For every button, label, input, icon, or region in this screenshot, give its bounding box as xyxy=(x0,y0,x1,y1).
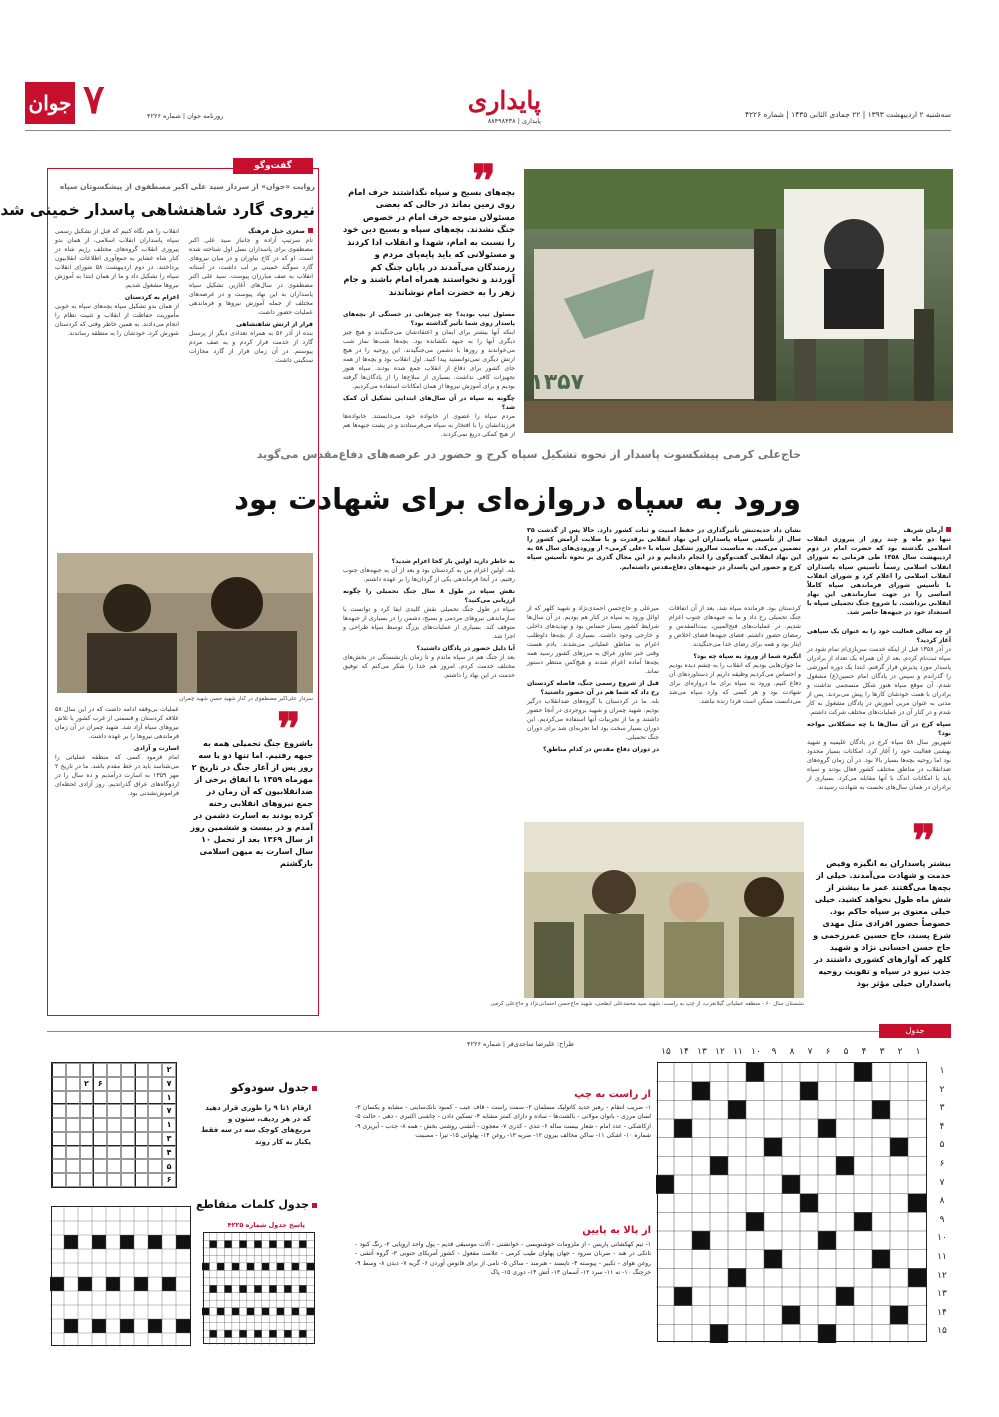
answer-text: ما جوان‌هایی بودیم که انقلاب را به چشم دیده بودیم و احساس می‌کردیم وظیفه داریم از دستاوردهای آن دفاع کنیم. ورود به سپاه برای ما دروازه‌ای برای شهادت بود و هر کسی که وارد سپاه می‌شد می‌دانست ممکن است فردا زنده نباشد. xyxy=(669,661,801,705)
quote-mark-icon: ❞ xyxy=(912,816,936,867)
answer-text: میرعلی و حاج‌حسن احمدی‌نژاد و شهید کلهر که از اوائل ورود به سپاه در کنار هم بودیم. در آن سال‌ها شرایط کشور بسیار حساس بود و تهدیدهای داخلی و خارجی وجود داشت. بسیاری از بچه‌ها داوطلب اعزام به مناطق عملیاتی می‌شدند. یادم هست وقتی خبر تجاوز عراق به مرزهای کشور رسید همه بچه‌ها آماده اعزام شدند و هیچ‌کس منتظر دستور نماند. xyxy=(527,605,659,675)
pull-quote-top: بچه‌های بسیج و سپاه نگذاشتند حرف امام روی زمین بماند در حالی که بعضی مسئولان متوجه حرف امام در خصوص جنگ نشدند. بچه‌های سپاه و بسیج دین خود را نسبت به امام، شهدا و انقلاب ادا کردند و مسئولانی که باید پایه‌پای مردم و رزمندگان می‌آمدند در پایان جنگ کم آوردند و نخواستند همراه امام باشند و جام زهر را به حضرت امام نوشاندند xyxy=(342,187,515,297)
sudoku-cell[interactable] xyxy=(66,1173,80,1187)
sudoku-cell[interactable]: ۱ xyxy=(162,1091,176,1105)
crossword-col-number: ۳ xyxy=(879,1047,885,1057)
question-text: نقش سپاه در طول ۸ سال جنگ تحمیلی را چگونه ارزیابی می‌کنید؟ xyxy=(343,587,515,604)
grid-black-cell xyxy=(217,1308,224,1315)
kalamat-title xyxy=(196,1197,317,1213)
grid-black-cell xyxy=(299,1240,306,1247)
sudoku-cell[interactable] xyxy=(121,1063,135,1077)
question-text: چگونه به سپاه در آن سال‌های ابتدایی تشکیل آن کمک شد؟ xyxy=(343,394,515,411)
sudoku-cell[interactable] xyxy=(80,1091,94,1105)
crossword-black-cell xyxy=(674,1119,692,1138)
sudoku-cell[interactable] xyxy=(52,1104,66,1118)
crossword-black-cell xyxy=(818,1119,836,1138)
grid-black-cell xyxy=(239,1285,246,1292)
grid-black-cell xyxy=(162,1277,176,1291)
sudoku-cell[interactable] xyxy=(135,1077,149,1091)
sudoku-cell[interactable]: ۴ xyxy=(162,1146,176,1160)
sidebar-author: صغری خیل فرهنگ xyxy=(248,228,305,235)
sudoku-cell[interactable] xyxy=(121,1146,135,1160)
grid-black-cell xyxy=(120,1319,134,1333)
crossword-grid[interactable] xyxy=(657,1062,927,1342)
sudoku-cell[interactable] xyxy=(107,1159,121,1173)
answer-text: بله. ما در کردستان با گروه‌های ضدانقلاب درگیر بودیم. شهید چمران و شهید بروجردی در آنجا حضور داشتند و ما از تجربیات آنها استفاده می‌کردیم. این دوران بسیار سخت بود اما تجربه‌ای شد برای دوران جنگ تحمیلی. xyxy=(527,697,659,741)
sudoku-cell[interactable]: ۶ xyxy=(93,1077,107,1091)
quote-mark-icon: ❞ xyxy=(277,704,301,755)
grid-black-cell xyxy=(232,1263,239,1270)
sidebar-subhead: اعزام به کردستان xyxy=(124,293,179,301)
page-number: ۷ xyxy=(83,76,105,123)
crossword-col-number: ۱۰ xyxy=(751,1047,761,1057)
crossword-row-number: ۸ xyxy=(939,1196,945,1207)
sudoku-cell[interactable] xyxy=(107,1063,121,1077)
article-column-2 xyxy=(669,605,801,707)
sudoku-cell[interactable] xyxy=(52,1118,66,1132)
answer-text: اول انقلاب بود و بچه‌ها از همه جای کشور برای دفاع از انقلاب جمع شده بودند. سپاه هنوز تجهیزات کافی نداشت. بسیاری از سلاح‌ها را از پادگان‌ها گرفته بودیم و برای آموزش نیروها از همان امکانات استفاده می‌کردیم. xyxy=(343,355,515,390)
crossword-black-cell xyxy=(692,1231,710,1250)
author-intro: تنها دو ماه و چند روز از پیروزی انقلاب اسلامی نگذشته بود که حضرت امام در دوم اردیبهشت سال ۱۳۵۸ طی فرمانی به شورای انقلاب اسلامی رسماً تأسیس سپاه پاسداران انقلاب اسلامی را اعلام کرد و شورای انقلاب با تأسیس شورای فرماندهی سپاه کاملاً اساسی را در جهت سازماندهی این نهاد انقلابی برداشت. با شروع جنگ تحمیلی سپاه با استعداد خود در جبهه‌ها حاضر شد. xyxy=(807,536,951,617)
sudoku-cell[interactable] xyxy=(121,1159,135,1173)
sudoku-cell[interactable] xyxy=(135,1118,149,1132)
sudoku-instructions: ارقام ۱تا ۹ را طوری قرار دهید که در هر ردیف، ستون و مربع‌های کوچک سه در سه فقط یکبار به کار روند xyxy=(201,1104,311,1146)
crossword-row-number: ۲ xyxy=(939,1084,945,1095)
crossword-col-number: ۱۲ xyxy=(715,1047,725,1057)
sidebar-column-left-bottom xyxy=(55,706,179,799)
sudoku-cell[interactable] xyxy=(66,1146,80,1160)
sidebar-column-left xyxy=(55,228,179,339)
crossword-black-cell xyxy=(746,1063,764,1082)
page-header xyxy=(7,76,999,130)
crossword-row-number: ۹ xyxy=(939,1214,945,1225)
crossword-black-cell xyxy=(872,1250,890,1269)
sudoku-cell[interactable] xyxy=(135,1159,149,1173)
sudoku-cell[interactable] xyxy=(66,1077,80,1091)
section-logo xyxy=(461,88,541,124)
sudoku-cell[interactable] xyxy=(66,1159,80,1173)
crossword-black-cell xyxy=(782,1306,800,1325)
answer-text: کردستان بود. فرمانده سپاه شد. بعد از آن اتفاقات جنگ تحمیلی رخ داد و ما به جبهه‌های جنوب اعزام شدیم. در عملیات‌های فتح‌المبین، بیت‌المقدس و رمضان حضور داشتم. فضای جبهه‌ها فضای اخلاص و ایثار بود و همه برای رضای خدا می‌جنگیدند. xyxy=(669,605,801,648)
kalamat-grid[interactable] xyxy=(51,1206,191,1346)
crossword-col-number: ۱ xyxy=(915,1047,921,1057)
article-column-center-top xyxy=(343,308,515,440)
sudoku-cell[interactable] xyxy=(135,1132,149,1146)
sudoku-cell[interactable] xyxy=(121,1077,135,1091)
sudoku-grid[interactable] xyxy=(51,1062,177,1188)
sudoku-cell[interactable] xyxy=(148,1063,162,1077)
article-supertitle: حاج‌علی کرمی پیشکسوت پاسدار از نحوه تشکیل سپاه کرج و حضور در عرصه‌های دفاع‌مقدس می‌گوید xyxy=(256,448,801,461)
question-text: انگیزه شما از ورود به سپاه چه بود؟ xyxy=(693,652,801,660)
sudoku-cell[interactable] xyxy=(80,1132,94,1146)
sudoku-cell[interactable] xyxy=(93,1091,107,1105)
sidebar-subhead: اسارت و آزادی xyxy=(133,744,179,752)
crossword-col-number: ۷ xyxy=(807,1047,813,1057)
sudoku-cell[interactable] xyxy=(80,1118,94,1132)
article-column-1 xyxy=(807,625,951,793)
sudoku-cell[interactable] xyxy=(66,1118,80,1132)
section-logo-sub: پایداری | ۸۸۴۹۸۴۳۸ xyxy=(487,117,541,125)
crossword-grid-drawing xyxy=(656,1063,926,1343)
crossword-black-cell xyxy=(872,1100,890,1119)
sudoku-cell[interactable] xyxy=(52,1063,66,1077)
crossword-row-number: ۱ xyxy=(939,1066,945,1076)
sidebar-text: نام سرتیپ آزاده و جانباز سید علی اکبر مصطفوی برای پاسداران نسل اول شناخته شده است. او که در کاخ نیاوران و در میان نیروهای گارد سوگند خمینی بر لب داشت، در آستانه انقلاب به صف مبارزان پیوست. سید علی اکبر مصطفوی در سال‌های آغازین تشکیل سپاه پاسداران به این نهاد پیوست و در عرصه‌های مختلف از جمله آموزش نیروها و فرماندهی عملیات حضور داشت. xyxy=(189,236,313,316)
crossword-black-cell xyxy=(818,1231,836,1250)
grid-black-cell xyxy=(254,1330,261,1337)
sudoku-cell[interactable]: ۲ xyxy=(80,1077,94,1091)
grid-black-cell xyxy=(239,1330,246,1337)
sidebar-photo xyxy=(57,553,313,693)
main-photo-top xyxy=(524,169,953,433)
sudoku-cell[interactable] xyxy=(135,1104,149,1118)
sudoku-cell[interactable] xyxy=(148,1159,162,1173)
answer-text: اینکه آنها بیشتر برای ایمان و اعتقادشان می‌جنگیدند و هیچ چیز دیگری آنها را به جبهه نکشانده بود. بچه‌ها شب‌ها نماز شب می‌خواندند و روزها با دشمن می‌جنگیدند. این روحیه را در هیچ ارتش دیگری نمی‌توانستید پیدا کنید. xyxy=(343,328,515,363)
crossword-row-number: ۵ xyxy=(939,1140,945,1151)
grid-black-cell xyxy=(284,1330,291,1337)
question-text: قبل از شروع رسمی جنگ، فاصله کردستان رخ داد که شما هم در آن حضور داشتید؟ xyxy=(527,679,659,696)
sidebar-text: امام فرمود کسی که منطقه عملیاتی را می‌شناسد باید در خط مقدم باشد. ما در تاریخ ۲ مهر ۱۳۵۹ به اسارت درآمدیم و ده سال را در اردوگاه‌های عراق گذراندیم. روز آزادی لحظه‌ای فراموش‌نشدنی بود. xyxy=(55,753,179,797)
sudoku-cell[interactable] xyxy=(148,1091,162,1105)
sudoku-bullet-icon xyxy=(312,1086,317,1091)
grid-black-cell xyxy=(224,1285,231,1292)
previous-answer-grid xyxy=(203,1232,315,1344)
sudoku-cell[interactable] xyxy=(135,1063,149,1077)
sudoku-cell[interactable] xyxy=(52,1173,66,1187)
grid-black-cell xyxy=(148,1235,162,1249)
sidebar-photo-caption: سردار علی‌اکبر مصطفوی در کنار شهید حسن شهید چمران xyxy=(179,696,313,702)
crossword-black-cell xyxy=(710,1156,728,1175)
sudoku-cell[interactable]: ۲ xyxy=(162,1063,176,1077)
grid-black-cell xyxy=(292,1263,299,1270)
question-text: مسئول تیپ بودید؟ چه چیزهایی در خستگی از بچه‌های پاسدار روی شما تأثیر گذاشته بود؟ xyxy=(343,311,515,327)
sudoku-cell[interactable] xyxy=(135,1146,149,1160)
crossword-black-cell xyxy=(908,1268,926,1287)
grid-black-cell xyxy=(148,1319,162,1333)
sudoku-cell[interactable]: ۷ xyxy=(162,1104,176,1118)
grid-black-cell xyxy=(176,1319,190,1333)
crossword-col-number: ۱۵ xyxy=(661,1047,671,1057)
sudoku-cell[interactable] xyxy=(80,1104,94,1118)
sudoku-cell[interactable] xyxy=(135,1091,149,1105)
grid-black-cell xyxy=(299,1330,306,1337)
sudoku-cell[interactable] xyxy=(121,1173,135,1187)
crossword-black-cell xyxy=(800,1194,818,1213)
sudoku-cell[interactable] xyxy=(107,1132,121,1146)
grid-black-cell xyxy=(120,1235,134,1249)
article-lead xyxy=(527,526,801,572)
sudoku-cell[interactable] xyxy=(148,1146,162,1160)
author-bullet-icon xyxy=(946,527,951,532)
grid-black-cell xyxy=(64,1235,78,1249)
crossword-black-cell xyxy=(836,1287,854,1306)
sudoku-cell[interactable] xyxy=(52,1091,66,1105)
answer-text: شهریور سال ۵۸ سپاه کرج در پادگان علیمیه و شهید بهشتی فعالیت خود را آغاز کرد. امکانات بسیار محدود بود اما روحیه بچه‌ها بسیار بالا بود. در آن زمان گروه‌های ضدانقلاب در مناطق مختلف کشور فعال بودند و سپاه باید با امکانات اندک با آنها مقابله می‌کرد. بسیاری از برادران در همان سال‌های نخست به شهادت رسیدند. xyxy=(807,738,952,791)
sudoku-cell[interactable] xyxy=(66,1091,80,1105)
grid-black-cell xyxy=(224,1240,231,1247)
crossword-black-cell xyxy=(764,1250,782,1269)
grid-black-cell xyxy=(254,1285,261,1292)
main-photo-top-image xyxy=(524,169,953,433)
svg-text:۱۳۵۷: ۱۳۵۷ xyxy=(530,370,584,395)
grid-black-cell xyxy=(284,1285,291,1292)
crossword-row-number: ۶ xyxy=(939,1159,945,1169)
crossword-black-cell xyxy=(782,1175,800,1194)
grid-black-cell xyxy=(307,1308,314,1315)
crossword-col-number: ۴ xyxy=(861,1047,867,1057)
grid-black-cell xyxy=(277,1263,284,1270)
grid-black-cell xyxy=(202,1308,209,1315)
question-text: از چه سالی فعالیت خود را به عنوان یک سپاهی آغاز کردید؟ xyxy=(807,628,951,644)
crossword-row-number: ۳ xyxy=(939,1103,945,1114)
grid-black-cell xyxy=(247,1263,254,1270)
sudoku-cell[interactable] xyxy=(107,1173,121,1187)
question-text: سپاه کرج در آن سال‌ها با چه مشکلاتی مواجه بود؟ xyxy=(807,720,951,737)
sudoku-title-text: جدول سودوکو xyxy=(231,1081,309,1094)
grid-black-cell xyxy=(254,1240,261,1247)
grid-black-cell xyxy=(239,1240,246,1247)
quote-mark-icon: ❞ xyxy=(472,156,496,207)
sudoku-cell[interactable] xyxy=(148,1118,162,1132)
lead-text: نشان داد جدیه‌تنش تأثیرگذاری در حفظ امنیت و ثبات کشور دارد. حالا پس از گذشت ۳۵ سال از تأسیس سپاه پاسداران این نهاد انقلابی برقدرت و با صلابت آرامش کشور را تضمین می‌کند. به مناسبت سالروز تشکیل سپاه با «علی کرمی» از ورودی‌های سال ۵۸ به این نهاد انقلابی گفت‌وگوی را انجام داده‌ایم و در این مجال گذری بر نحوه تأسیس سپاه کرج و حضور این پاسدار در جبهه‌های دفاع‌مقدس داشته‌ایم. xyxy=(527,527,801,571)
grid-black-cell xyxy=(50,1277,64,1291)
grid-black-cell xyxy=(269,1240,276,1247)
down-clues: ۱- تیم کهکشانی پاریس - از ملزومات خوشنویسی - خوانشنی - آلات موسیقی قدیم - پول واحد اروپایی ۲- رنگ کبود - تانکی در هند - ضربان سرود - جهان پهلوان طیب کرمی - علامت مفعول - کشور آمریکای جنوبی ۳- گروه آتشی - روغن هوای - تکبیر - پیوسته ۴- ناپسند - هنرمند - ساکن ۵- نامی از برای فانوس آوردن ۶- گریه ۷- دیدن ۸- وسط ۹- خرچنگ ۱۰- نه ۱۱- سرد ۱۲- آسمان ۱۳- آتش ۱۴- دوری ۱۵- پاک xyxy=(355,1241,651,1277)
sudoku-cell[interactable] xyxy=(93,1104,107,1118)
sidebar-tag: گفت‌وگو xyxy=(233,158,313,174)
crossword-black-cell xyxy=(854,1212,872,1231)
crossword-col-number: ۲ xyxy=(897,1047,903,1057)
crossword-black-cell xyxy=(692,1082,710,1101)
crossword-col-number: ۶ xyxy=(825,1047,831,1057)
issue-date: سه‌شنبه ۲ اردیبهشت ۱۳۹۳ | ۲۲ جمادی الثانی ۱۴۳۵ | شماره ۴۲۲۶ xyxy=(744,110,951,119)
sudoku-cell[interactable] xyxy=(148,1104,162,1118)
main-photo-bottom-image xyxy=(524,822,804,998)
grid-black-cell xyxy=(202,1263,209,1270)
article-column-4 xyxy=(343,555,515,681)
crossword-black-cell xyxy=(710,1324,728,1343)
crossword-row-number: ۷ xyxy=(939,1177,945,1188)
crossword-black-cell xyxy=(890,1138,908,1157)
sudoku-cell[interactable] xyxy=(93,1063,107,1077)
sudoku-cell[interactable] xyxy=(121,1104,135,1118)
answer-text: بعد از جنگ هم در سپاه ماندم و تا زمان بازنشستگی در بخش‌های مختلف خدمت کردم. امروز هم خدا را شکر می‌کنم که توفیق خدمت در این نهاد را داشتم. xyxy=(343,653,515,679)
sidebar-photo-image xyxy=(57,553,313,693)
sidebar-text: انقلاب را هم نگاه کنیم که قبل از تشکیل رسمی سپاه پاسداران انقلاب اسلامی، از همان بدو پیروزی انقلاب گروه‌های مختلف رژیم شاه در کنار شاه عشایر به جمع‌آوری اطلاعات انقلابیون پرداختند. در دوم اردیبهشت ۵۸ شورای انقلاب سپاه را تشکیل داد و ما از همان ابتدا به آموزش نیروها مشغول شدیم. xyxy=(55,228,180,289)
sudoku-cell[interactable] xyxy=(121,1118,135,1132)
crossword-col-number: ۱۴ xyxy=(679,1047,689,1057)
grid-black-cell xyxy=(209,1240,216,1247)
crossword-row-number: ۱۱ xyxy=(937,1252,947,1262)
sudoku-cell[interactable] xyxy=(121,1091,135,1105)
crossword-row-number: ۱۰ xyxy=(937,1233,947,1244)
grid-black-cell xyxy=(209,1330,216,1337)
answer-text: بله. اولین اعزام من به کردستان بود و بعد از آن به جبهه‌های جنوب رفتیم. در آنجا فرماندهی یکی از گردان‌ها را بر عهده داشتم. xyxy=(343,566,515,583)
grid-black-cell xyxy=(284,1240,291,1247)
answer-text: مردم سپاه را عضوی از خانواده خود می‌دانستند. خانواده‌ها فرزندانشان را با افتخار به سپاه می‌فرستادند و در پشت جبهه‌ها هم از هیچ کمکی دریغ نمی‌کردند. xyxy=(343,412,515,438)
sudoku-cell[interactable] xyxy=(93,1173,107,1187)
grid-black-cell xyxy=(78,1277,92,1291)
grid-black-cell xyxy=(209,1285,216,1292)
answer-text: سپاه در طول جنگ تحمیلی نقش کلیدی ایفا کرد و توانست با سازماندهی نیروهای مردمی و بسیج، دشمن را در بسیاری از جبهه‌ها متوقف کند. بسیاری از عملیات‌های بزرگ توسط سپاه طراحی و اجرا شد. xyxy=(343,605,515,640)
crossword-section-label: جدول xyxy=(905,1026,925,1035)
sudoku-cell[interactable] xyxy=(52,1132,66,1146)
down-clues-title: از بالا به پایین xyxy=(582,1225,651,1236)
sudoku-cell[interactable]: ۶ xyxy=(162,1173,176,1187)
newspaper-logo: جوان xyxy=(25,82,75,124)
kalamat-bullet-icon xyxy=(312,1203,317,1208)
sudoku-cell[interactable]: ۷ xyxy=(162,1077,176,1091)
grid-black-cell xyxy=(247,1308,254,1315)
crossword-row-number: ۱۵ xyxy=(937,1326,947,1337)
previous-answer-drawing xyxy=(202,1233,314,1345)
sudoku-cell[interactable] xyxy=(66,1132,80,1146)
question-text: آیا دلیل حضور در پادگان داشتید؟ xyxy=(416,644,515,652)
sudoku-cell[interactable] xyxy=(107,1146,121,1160)
sidebar-subhead: قرار از ارتش شاهنشاهی xyxy=(236,320,313,328)
article-column-3 xyxy=(527,605,659,755)
question-text: به خاطر دارید اولین بار کجا اعزام شدید؟ xyxy=(391,558,515,565)
sudoku-cell[interactable] xyxy=(107,1091,121,1105)
crossword-black-cell xyxy=(674,1287,692,1306)
grid-black-cell xyxy=(92,1235,106,1249)
header-rule xyxy=(25,130,951,131)
sudoku-cell[interactable] xyxy=(80,1146,94,1160)
section-logo-word: پایداری xyxy=(467,86,541,115)
crossword-rule xyxy=(47,1031,951,1032)
crossword-col-number: ۵ xyxy=(843,1047,849,1057)
sidebar-text: از همان بدو تشکیل سپاه بچه‌های سپاه به خوبی مأموریت حفاظت از انقلاب و تثبیت نظام را انجام می‌دادند. به همین خاطر وقتی که کردستان شورش کرد، خودشان را به منطقه رساندند. xyxy=(55,302,179,337)
sudoku-cell[interactable] xyxy=(93,1118,107,1132)
sudoku-cell[interactable]: ۵ xyxy=(162,1159,176,1173)
grid-black-cell xyxy=(176,1235,190,1249)
sudoku-cell[interactable]: ۳ xyxy=(162,1132,176,1146)
sudoku-cell[interactable] xyxy=(93,1132,107,1146)
kalamat-grid-drawing xyxy=(50,1207,190,1347)
crossword-black-cell xyxy=(764,1138,782,1157)
sudoku-cell[interactable] xyxy=(80,1063,94,1077)
sudoku-cell[interactable] xyxy=(148,1173,162,1187)
grid-black-cell xyxy=(217,1263,224,1270)
sudoku-cell[interactable] xyxy=(107,1077,121,1091)
sudoku-cell[interactable] xyxy=(107,1104,121,1118)
crossword-black-cell xyxy=(800,1082,818,1101)
sudoku-cell[interactable] xyxy=(66,1063,80,1077)
article-title: ورود به سپاه دروازه‌ای برای شهادت بود xyxy=(234,482,801,516)
question-text: در دوران دفاع مقدس در کدام مناطق؟ xyxy=(542,745,659,753)
grid-black-cell xyxy=(262,1263,269,1270)
answer-text: در آذر ۱۳۵۸ قبل از اینکه خدمت سربازی‌ام تمام شود در سپاه ثبت‌نام کردم. بعد از آن همراه یک تعداد از برادران پاسدار مورد پذیرش قرار گرفتم. ابتدا یک دوره آموزشی را گذراندم و سپس در پادگان امام حسین(ع) مشغول شدم. آن موقع سپاه هنوز شکل منسجمی نداشت و برادران با همت خودشان کارها را پیش می‌بردند. پس از مدتی به عنوان مربی آموزش در پادگان مشغول به کار شدم و در کنار آن در عملیات‌های مختلف شرکت داشتم. xyxy=(807,645,951,716)
sudoku-cell[interactable] xyxy=(80,1173,94,1187)
grid-black-cell xyxy=(64,1319,78,1333)
grid-black-cell xyxy=(106,1277,120,1291)
answer-label: پاسخ جدول شماره ۴۲۲۵ xyxy=(227,1221,305,1229)
crossword-col-number: ۹ xyxy=(771,1047,777,1057)
sudoku-title xyxy=(231,1080,317,1096)
sidebar-column-right xyxy=(189,228,313,366)
sudoku-cell[interactable] xyxy=(66,1104,80,1118)
sudoku-cell[interactable] xyxy=(52,1077,66,1091)
grid-black-cell xyxy=(262,1308,269,1315)
sidebar-text: عملیات بی‌وقفه ادامه داشت که در این سال ۵۸ علاقه کردستان و قسمتی از غرب کشور با تلاش نیروهای سپاه آزاد شد. شهید چمران در آن زمان فرماندهی نیروها را بر عهده داشت. xyxy=(55,706,179,740)
paper-info: روزنامه جوان | شماره ۴۲۲۶ xyxy=(147,112,224,120)
author-name: آرمان شریف xyxy=(903,527,943,534)
sudoku-cell[interactable] xyxy=(107,1118,121,1132)
grid-black-cell xyxy=(269,1330,276,1337)
photo-caption-bottom: نشستان سال ۶۰ - منطقه عملیاتی گیلانغرب، از چپ به راست: شهید سید محمدعلی ابطحی، شهید حاج‌حسن احسانی‌نژاد و حاج‌علی کرمی xyxy=(490,1001,804,1007)
crossword-black-cell xyxy=(746,1212,764,1231)
crossword-black-cell xyxy=(728,1268,746,1287)
sudoku-cell[interactable] xyxy=(121,1132,135,1146)
grid-black-cell xyxy=(232,1308,239,1315)
grid-black-cell xyxy=(277,1308,284,1315)
main-photo-bottom xyxy=(524,822,804,998)
grid-black-cell xyxy=(92,1319,106,1333)
kalamat-title-text: جدول کلمات متقاطع xyxy=(196,1198,309,1211)
sidebar-supertitle: روایت «جوان» از سردار سید علی اکبر مصطفوی از پیشکسوتان سپاه xyxy=(59,182,315,191)
grid-black-cell xyxy=(224,1330,231,1337)
sudoku-cell[interactable] xyxy=(148,1077,162,1091)
crossword-credit: طراح: علیرضا ساجدی‌فر | شماره ۴۲۲۶ xyxy=(467,1040,574,1048)
author-bullet-icon xyxy=(308,228,313,233)
crossword-black-cell xyxy=(728,1100,746,1119)
sudoku-cell[interactable] xyxy=(93,1159,107,1173)
sudoku-cell[interactable] xyxy=(80,1159,94,1173)
sudoku-cell[interactable] xyxy=(93,1146,107,1160)
sudoku-cell[interactable] xyxy=(52,1146,66,1160)
crossword-black-cell xyxy=(818,1324,836,1343)
crossword-section-tag xyxy=(879,1024,951,1038)
crossword-row-number: ۱۲ xyxy=(937,1270,947,1281)
crossword-col-number: ۱۱ xyxy=(733,1047,743,1057)
across-clues: ۱- ضریب انتقام - رهبر جدید کاتولیک مسلمان ۲- سمت راست - قاف عیب - کمبود بانک‌ساینی - مشابه و یکسان ۳- لسان مرزی - بانوان مولانی - بالشت‌ها - ساده و دارای کمتر مشابه ۴- تسکین دادن - چاشنی اکتبری - دهی - حالت ۵- ازکاشکی - عدد امام - شعار بیست ساله ۶- تندی - کدری ۷- معجون - آتشنی روشنی بخش - همه ۸- جذب - آبریزی ۹- شماره ۱۰- اشکی ۱۱- ساکن مخالف بیرون ۱۲- ضربه ۱۳- روغن ۱۴- پهلوانی ۱۵- تیرا - مصیبت xyxy=(355,1104,652,1140)
sudoku-cell[interactable]: ۱ xyxy=(162,1118,176,1132)
grid-black-cell xyxy=(307,1263,314,1270)
crossword-black-cell xyxy=(836,1156,854,1175)
crossword-row-number: ۴ xyxy=(939,1121,945,1132)
grid-black-cell xyxy=(134,1277,148,1291)
sidebar-pull-quote: باشروع جنگ تحمیلی همه به جبهه رفتیم. اما تنها دو یا سه روز پس از آغاز جنگ در تاریخ ۲ مهرماه ۱۳۵۹ با اتفاق برخی از ضدانقلابیون که آن زمان در جمع نیروهای انقلابی رخنه کرده بودند به اسارت دشمن در آمدم و در بیست و ششمین روز از سال ۱۳۶۹ بعد از تحمل ۱۰ سال اسارت به میهن اسلامی بازگشتم xyxy=(190,739,313,868)
across-clues-title: از راست به چپ xyxy=(574,1089,651,1100)
sudoku-cell[interactable] xyxy=(148,1132,162,1146)
grid-black-cell xyxy=(292,1308,299,1315)
crossword-black-cell xyxy=(656,1175,674,1194)
grid-black-cell xyxy=(299,1285,306,1292)
sidebar-text: بنده از آذر ۵۶ به همراه تعدادی دیگر از پرسنل گارد از خدمت فرار کردم و به صف مردم پیوستم. در آن زمان فرار از گارد مجازات سنگینی داشت. xyxy=(189,329,314,364)
crossword-black-cell xyxy=(890,1306,908,1325)
crossword-col-number: ۱۳ xyxy=(697,1047,707,1057)
crossword-black-cell xyxy=(908,1194,926,1213)
article-author-block xyxy=(807,526,951,617)
crossword-row-number: ۱۴ xyxy=(937,1307,947,1318)
crossword-black-cell xyxy=(854,1063,872,1082)
crossword-col-number: ۸ xyxy=(789,1047,795,1057)
grid-black-cell xyxy=(269,1285,276,1292)
sudoku-cell[interactable] xyxy=(52,1159,66,1173)
sudoku-cell[interactable] xyxy=(135,1173,149,1187)
pull-quote-bottom: بیشتر پاسداران به انگیزه وفیض خدمت و شهادت می‌آمدند. خیلی از بچه‌ها می‌گفتند عمر ما بیشتر از شش ماه طول نخواهد کشید. خیلی خیلی معنوی بر سپاه حاکم بود. خصوصاً حضور افرادی مثل مهدی شرع پسند، حاج حسین عمرزخمی و حاج حسن احسانی نژاد و شهید کلهر که آوازهای کشوری داشتند در جذب نیرو در سپاه و تقویت روحیه پاسداران خیلی مؤثر بود xyxy=(813,859,951,988)
crossword-row-number: ۱۳ xyxy=(937,1289,947,1300)
sidebar-title: نیروی گارد شاهنشاهی پاسدار خمینی شد xyxy=(0,201,315,219)
